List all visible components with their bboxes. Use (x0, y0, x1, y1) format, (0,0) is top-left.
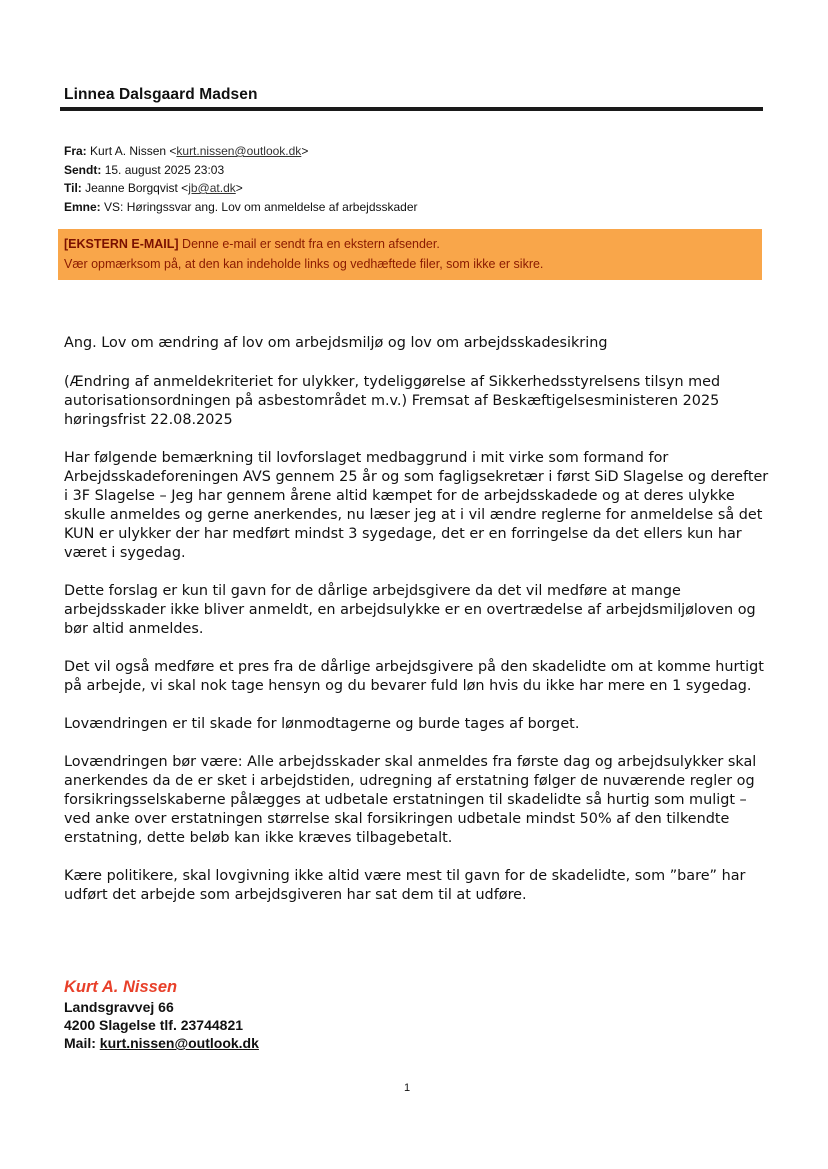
signature-mail-link[interactable]: kurt.nissen@outlook.dk (99, 1035, 259, 1051)
to-row (64, 179, 418, 198)
from-row (64, 142, 418, 161)
page-number: 1 (404, 1082, 411, 1094)
mailbox-owner-name: Linnea Dalsgaard Madsen (64, 86, 258, 103)
body-paragraph-subject: Ang. Lov om ændring af lov om arbejdsmiljø og lov om arbejdsskadesikring (64, 335, 608, 351)
external-email-warning-banner (58, 229, 762, 280)
email-header (64, 142, 418, 216)
from-email-link[interactable]: kurt.nissen@outlook.dk (176, 144, 302, 158)
sent-row (64, 161, 418, 180)
to-label: Til: (64, 181, 82, 195)
signature-block (64, 977, 259, 1052)
banner-line-1-text: Denne e-mail er sendt fra en ekstern afsender. (178, 237, 440, 251)
signature-city-phone: 4200 Slagelse tlf. 23744821 (64, 1017, 244, 1033)
signature-mail-label: Mail: (64, 1035, 100, 1051)
body-paragraph: Det vil også medføre et pres fra de dårlige arbejdsgivere på den skadelidte om at komme hurtigt på arbejde, vi skal nok tage hensyn og du bevarer fuld løn hvis du ikke har mere en 1 sygedag. (64, 659, 764, 694)
header-divider (60, 107, 763, 111)
banner-tag: [EKSTERN E-MAIL] (64, 237, 179, 251)
body-paragraph: Lovændringen bør være: Alle arbejdsskader skal anmeldes fra første dag og arbejdsulykker skal anerkendes da de er sket i arbejdstiden, udregning af erstatning følger de nuværende regler og forsikringsselskaberne pålægges at udbetale erstatningen til skadelidte så hurtig som muligt – ved anke over erstatningen størrelse skal forsikringen udbetale mindst 50% af den tilkendte erstatning, dette beløb kan ikke kræves tilbagebetalt. (64, 754, 757, 846)
to-name: Jeanne Borgqvist < (85, 181, 189, 195)
signature-name: Kurt A. Nissen (64, 978, 178, 996)
sent-label: Sendt: (64, 162, 102, 177)
subject-value: VS: Høringssvar ang. Lov om anmeldelse af arbejdsskader (104, 199, 418, 214)
from-label: Fra: (64, 144, 87, 158)
email-body (64, 334, 769, 924)
body-paragraph: Lovændringen er til skade for lønmodtagerne og burde tages af borget. (64, 716, 580, 732)
body-paragraph: (Ændring af anmeldekriteriet for ulykker, tydeliggørelse af Sikkerhedsstyrelsens tilsyn med autorisationsordningen på asbestområdet m.v.) Fremsat af Beskæftigelsesministeren 2025 høringsfrist 22.08.2025 (64, 374, 721, 428)
subject-label: Emne: (64, 199, 101, 214)
banner-line-1 (64, 234, 762, 254)
from-name: Kurt A. Nissen < (90, 144, 177, 158)
to-email-link[interactable]: jb@at.dk (188, 181, 236, 195)
body-paragraph: Dette forslag er kun til gavn for de dårlige arbejdsgivere da det vil medføre at mange arbejdsskader ikke bliver anmeldt, en arbejdsulykke er en overtrædelse af arbejdsmiljøloven og bør altid anmeldes. (64, 583, 756, 637)
subject-row (64, 198, 418, 217)
signature-mail-row (64, 1034, 259, 1052)
body-paragraph: Har følgende bemærkning til lovforslaget medbaggrund i mit virke som formand for Arbejdsskadeforeningen AVS gennem 25 år og som fagligsekretær i først SiD Slagelse og derefter i 3F Slagelse – Jeg har gennem årene altid kæmpet for de arbejdsskadede og at deres ulykke skulle anmeldes og gerne anerkendes, nu læser jeg at i vil ændre reglerne for anmeldelse så det KUN er ulykker der har medført mindst 3 sygedage, det er en forringelse da det ellers kun har været i sygedag. (64, 450, 769, 561)
to-close: > (235, 181, 243, 195)
signature-address: Landsgravvej 66 (64, 999, 174, 1015)
from-close: > (301, 144, 309, 158)
sent-value: 15. august 2025 23:03 (104, 162, 225, 177)
banner-line-2: Vær opmærksom på, at den kan indeholde links og vedhæftede filer, som ikke er sikre. (64, 257, 544, 271)
body-paragraph: Kære politikere, skal lovgivning ikke altid være mest til gavn for de skadelidte, som ”bare” har udført det arbejde som arbejdsgiveren har sat dem til at udføre. (64, 868, 746, 903)
